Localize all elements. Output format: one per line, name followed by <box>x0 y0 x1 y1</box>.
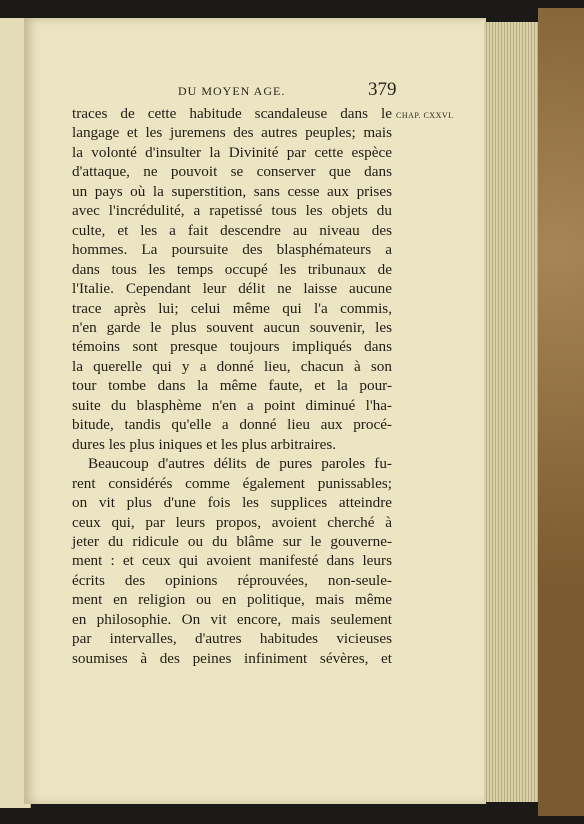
text-line: un pays où la superstition, sans cesse aux prises <box>72 182 392 200</box>
text-line: la querelle qui y a donné lieu, chacun à son <box>72 357 392 375</box>
text-line: jeter du ridicule ou du blâme sur le gouverne- <box>72 532 392 550</box>
running-title: DU MOYEN AGE. <box>178 84 286 98</box>
text-line: avec l'incrédulité, a rapetissé tous les objets du <box>72 202 392 220</box>
text-line: l'Italie. Cependant leur délit ne laisse aucune <box>72 280 392 298</box>
text-line: soumises à des peines infiniment sévères, et <box>72 649 392 667</box>
text-line: tour tombe dans la même faute, et la pour- <box>72 377 392 395</box>
text-line: n'en garde le plus souvent aucun souvenir, les <box>72 318 392 336</box>
text-line: ment en religion ou en politique, mais même <box>72 591 392 609</box>
text-line: dures les plus iniques et les plus arbitraires. <box>72 435 337 453</box>
book-cover <box>538 8 584 816</box>
text-line: par intervalles, d'autres habitudes vicieuses <box>72 630 392 648</box>
text-line: d'attaque, ne pouvoit se conserver que dans <box>72 163 392 181</box>
text-line: ceux qui, par leurs propos, avoient cherché à <box>72 513 392 531</box>
text-line: bitude, tandis qu'elle a donné lieu aux procé- <box>72 416 392 434</box>
text-line: suite du blasphème n'en a point diminué l'ha- <box>72 396 392 414</box>
text-line: écrits des opinions réprouvées, non-seule- <box>72 571 392 589</box>
text-line: hommes. La poursuite des blasphémateurs a <box>72 241 392 259</box>
text-line: dans tous les temps occupé les tribunaux de <box>72 260 392 278</box>
text-line: rent considérés comme également punissables; <box>72 474 392 492</box>
body-text <box>72 104 392 668</box>
text-line: culte, et les a fait descendre au niveau des <box>72 221 392 239</box>
margin-note: CHAP. CXXVI. <box>396 111 454 120</box>
text-line: ment : et ceux qui avoient manifesté dans leurs <box>72 552 392 570</box>
text-line: témoins sont presque toujours impliqués dans <box>72 338 392 356</box>
page-number: 379 <box>368 79 397 100</box>
text-line: en philosophie. On vit encore, mais seulement <box>72 610 392 628</box>
text-line: Beaucoup d'autres délits de pures paroles fu- <box>88 455 392 473</box>
text-line: la volonté d'insulter la Divinité par cette espèce <box>72 143 392 161</box>
text-line: on vit plus d'une fois les supplices atteindre <box>72 494 392 512</box>
text-line: langage et les juremens des autres peuples; mais <box>72 124 392 142</box>
text-line: traces de cette habitude scandaleuse dans le <box>72 105 392 122</box>
page-stack-edge <box>484 22 540 802</box>
text-line: trace après lui; celui même qui l'a commis, <box>72 299 392 317</box>
